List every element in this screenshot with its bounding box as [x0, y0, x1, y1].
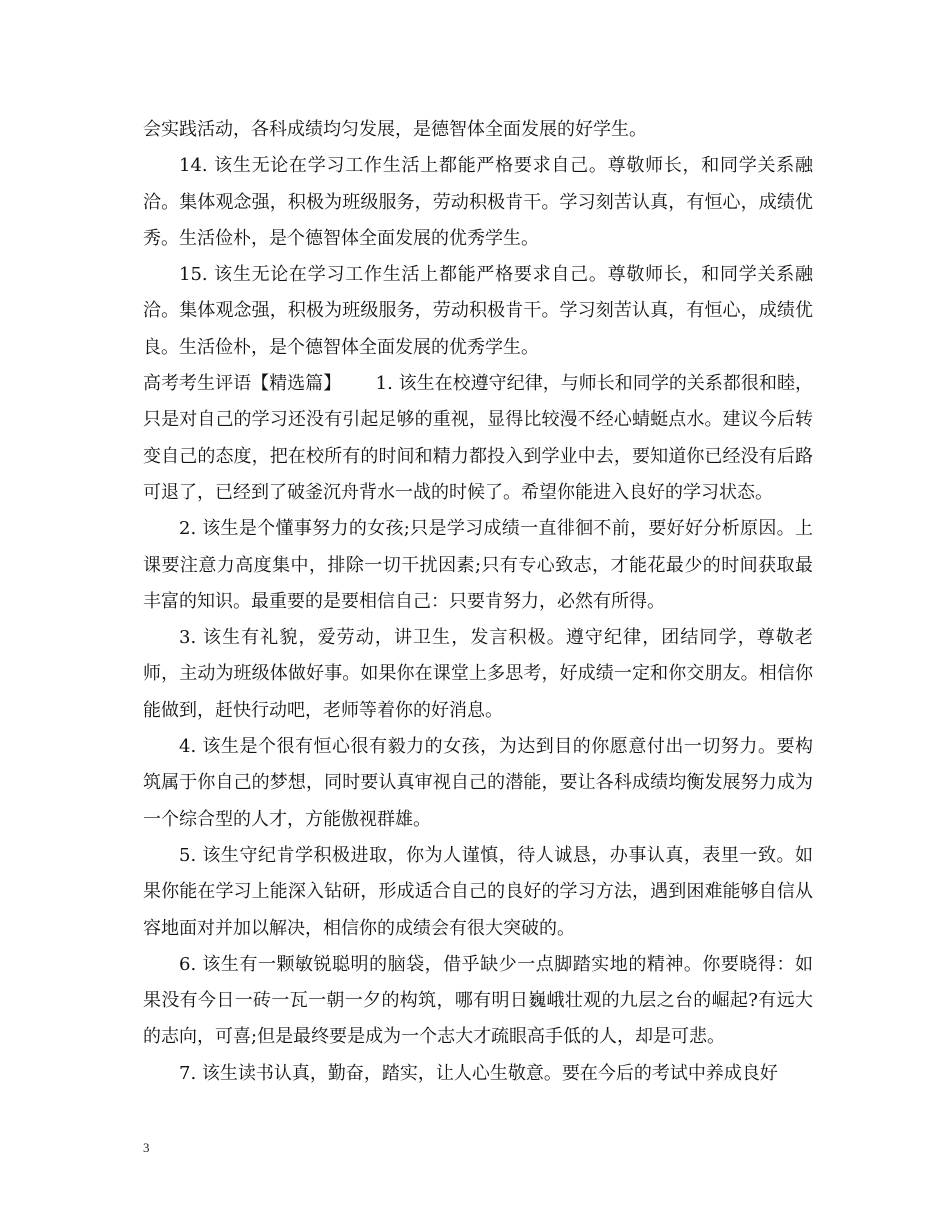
- paragraph-section-start: 高考考生评语【精选篇】 1. 该生在校遵守纪律，与师长和同学的关系都很和睦，只是对自己的学习还没有引起足够的重视，显得比较漫不经心蜻蜓点水。建议今后转变自己的态度，把在校所有的时间和精力都投入到学业中去，要知道你已经没有后路可退了，已经到了破釜沉舟背水一战的时候了。希望你能进入良好的学习状态。: [143, 373, 813, 503]
- paragraph-comment-7: 7. 该生读书认真，勤奋，踏实，让人心生敬意。要在今后的考试中养成良好: [179, 1062, 778, 1084]
- paragraph-comment-5: 5. 该生守纪肯学积极进取，你为人谨慎，待人诚恳，办事认真，表里一致。如果你能在学习上能深入钻研，形成适合自己的良好的学习方法，遇到困难能够自信从容地面对并加以解决，相信你的成绩会有很大突破的。: [143, 844, 813, 939]
- paragraph-comment-14: 14. 该生无论在学习工作生活上都能严格要求自己。尊敬师长，和同学关系融洽。集体观念强，积极为班级服务，劳动积极肯干。学习刻苦认真，有恒心，成绩优秀。生活俭朴，是个德智体全面发展的优秀学生。: [143, 155, 813, 249]
- paragraph-comment-6: 6. 该生有一颗敏锐聪明的脑袋，借乎缺少一点脚踏实地的精神。你要晓得：如果没有今日一砖一瓦一朝一夕的构筑，哪有明日巍峨壮观的九层之台的崛起?有远大的志向，可喜;但是最终要是成为一个志大才疏眼高手低的人，却是可悲。: [143, 953, 813, 1048]
- paragraph-comment-15: 15. 该生无论在学习工作生活上都能严格要求自己。尊敬师长，和同学关系融洽。集体观念强，积极为班级服务，劳动积极肯干。学习刻苦认真，有恒心，成绩优良。生活俭朴，是个德智体全面发展的优秀学生。: [143, 264, 813, 358]
- document-body: [143, 112, 813, 1092]
- paragraph-comment-3: 3. 该生有礼貌，爱劳动，讲卫生，发言积极。遵守纪律，团结同学，尊敬老师，主动为班级体做好事。如果你在课堂上多思考，好成绩一定和你交朋友。相信你能做到，赶快行动吧，老师等着你的好消息。: [143, 627, 813, 721]
- paragraph-comment-2: 2. 该生是个懂事努力的女孩;只是学习成绩一直徘徊不前，要好好分析原因。上课要注意力高度集中，排除一切干扰因素;只有专心致志，才能花最少的时间获取最丰富的知识。最重要的是要相信自己：只要肯努力，必然有所得。: [143, 518, 813, 612]
- page-number: 3: [143, 1140, 150, 1155]
- paragraph-continuation: 会实践活动，各科成绩均匀发展，是德智体全面发展的好学生。: [143, 119, 647, 140]
- paragraph-comment-4: 4. 该生是个很有恒心很有毅力的女孩，为达到目的你愿意付出一切努力。要构筑属于你自己的梦想，同时要认真审视自己的潜能，要让各科成绩均衡发展努力成为一个综合型的人才，方能傲视群雄。: [143, 736, 813, 830]
